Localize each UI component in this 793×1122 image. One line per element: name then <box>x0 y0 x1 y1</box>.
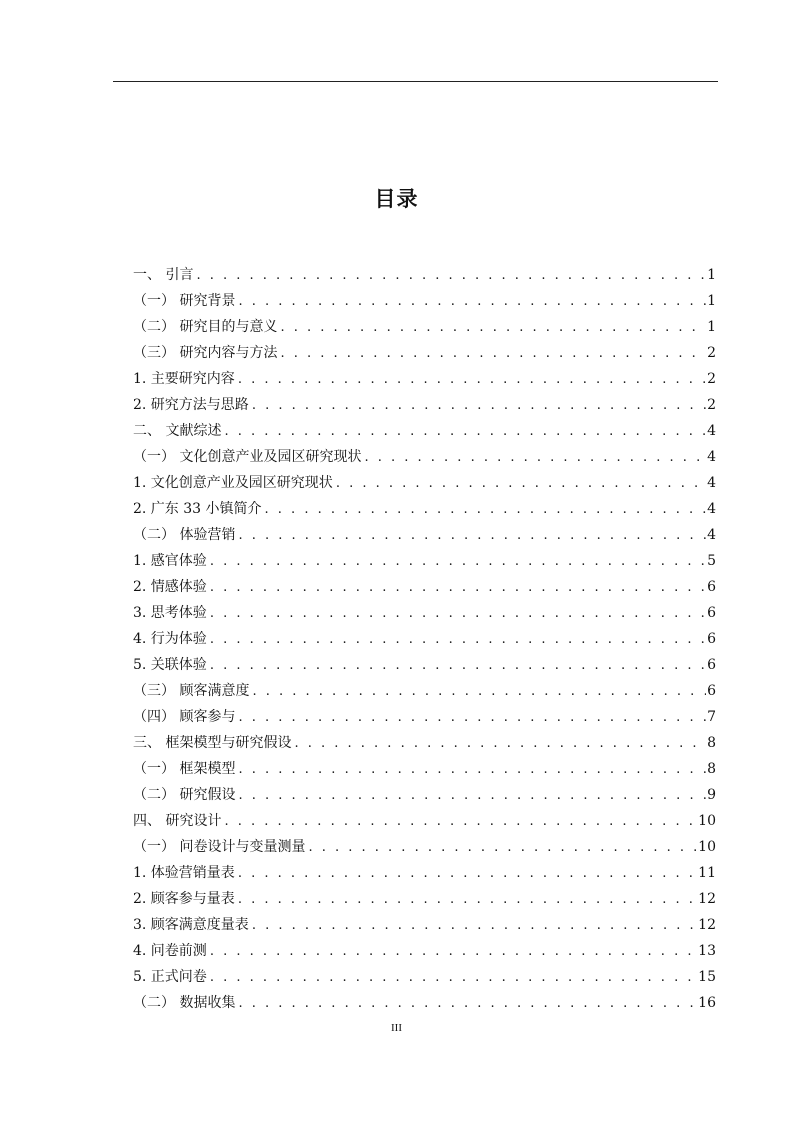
page-number: III <box>391 1022 402 1034</box>
toc-entry-page-number: 13 <box>698 943 716 959</box>
toc-entry[interactable] <box>133 938 718 964</box>
toc-entry[interactable] <box>133 730 718 756</box>
toc-dot-leader <box>207 549 706 575</box>
toc-dot-leader <box>207 965 698 991</box>
toc-entry-page-number: 12 <box>698 891 716 907</box>
toc-dot-leader <box>235 523 706 549</box>
toc-entry-page-number: 9 <box>707 787 716 803</box>
toc-entry-page-number: 6 <box>707 631 716 647</box>
toc-entry-label: 二、 文献综述 <box>133 423 222 439</box>
toc-dot-leader <box>207 939 698 965</box>
toc-entry[interactable] <box>133 834 718 860</box>
toc-entry-page-number: 15 <box>698 969 716 985</box>
toc-dot-leader <box>207 627 706 653</box>
toc-entry[interactable] <box>133 782 718 808</box>
toc-entry-label: 5. 关联体验 <box>133 657 207 673</box>
toc-dot-leader <box>249 393 706 419</box>
toc-entry[interactable] <box>133 990 718 1016</box>
toc-dot-leader <box>221 809 698 835</box>
toc-entry[interactable] <box>133 496 718 522</box>
toc-dot-leader <box>235 861 698 887</box>
toc-entry[interactable] <box>133 600 718 626</box>
toc-entry-label: （一） 问卷设计与变量测量 <box>133 839 306 855</box>
toc-entry-label: （一） 研究背景 <box>133 293 236 309</box>
toc-entry-label: 四、 研究设计 <box>133 813 222 829</box>
toc-entry-page-number: 1 <box>707 293 716 309</box>
toc-entry-page-number: 5 <box>707 553 716 569</box>
toc-entry-page-number: 2 <box>707 397 716 413</box>
toc-entry[interactable] <box>133 314 718 340</box>
toc-entry-page-number: 4 <box>707 527 716 543</box>
toc-entry-label: 一、 引言 <box>133 267 194 283</box>
toc-entry[interactable] <box>133 470 718 496</box>
toc-entry[interactable] <box>133 548 718 574</box>
toc-entry-label: 1. 文化创意产业及园区研究现状 <box>133 475 333 491</box>
toc-dot-leader <box>249 679 706 705</box>
toc-entry-page-number: 4 <box>707 449 716 465</box>
toc-dot-leader <box>262 497 706 523</box>
toc-entry[interactable] <box>133 392 718 418</box>
toc-entry-label: （二） 研究假设 <box>133 787 236 803</box>
toc-entry[interactable] <box>133 340 718 366</box>
toc-entry-label: 3. 思考体验 <box>133 605 207 621</box>
toc-dot-leader <box>305 835 698 861</box>
toc-entry[interactable] <box>133 522 718 548</box>
toc-entry-page-number: 8 <box>707 761 716 777</box>
toc-entry[interactable] <box>133 262 718 288</box>
toc-dot-leader <box>235 991 698 1017</box>
toc-entry-page-number: 12 <box>698 917 716 933</box>
toc-entry-page-number: 1 <box>707 267 716 283</box>
toc-entry[interactable] <box>133 756 718 782</box>
toc-dot-leader <box>277 341 706 367</box>
toc-entry-page-number: 6 <box>707 657 716 673</box>
toc-entry-label: （二） 研究目的与意义 <box>133 319 278 335</box>
toc-entry-page-number: 4 <box>707 475 716 491</box>
toc-dot-leader <box>235 887 698 913</box>
toc-entry-page-number: 10 <box>698 839 716 855</box>
toc-entry-label: （四） 顾客参与 <box>133 709 236 725</box>
toc-entry-label: （三） 研究内容与方法 <box>133 345 278 361</box>
toc-entry-label: 2. 广东 33 小镇简介 <box>133 501 262 517</box>
toc-dot-leader <box>277 315 706 341</box>
toc-entry-label: 5. 正式问卷 <box>133 969 207 985</box>
toc-entry-label: （二） 体验营销 <box>133 527 236 543</box>
header-rule <box>113 81 718 82</box>
toc-entry[interactable] <box>133 288 718 314</box>
toc-entry[interactable] <box>133 886 718 912</box>
toc-dot-leader <box>249 913 698 939</box>
toc-entry[interactable] <box>133 860 718 886</box>
toc-dot-leader <box>235 757 706 783</box>
toc-entry-label: 2. 情感体验 <box>133 579 207 595</box>
toc-entry[interactable] <box>133 808 718 834</box>
toc-entry-page-number: 2 <box>707 371 716 387</box>
toc-entry-page-number: 8 <box>707 735 716 751</box>
toc-dot-leader <box>291 731 706 757</box>
toc-entry-label: 2. 顾客参与量表 <box>133 891 235 907</box>
toc-dot-leader <box>235 705 706 731</box>
toc-entry[interactable] <box>133 964 718 990</box>
toc-dot-leader <box>207 601 706 627</box>
toc-entry[interactable] <box>133 366 718 392</box>
toc-entry-label: 1. 主要研究内容 <box>133 371 235 387</box>
toc-entry-label: 2. 研究方法与思路 <box>133 397 249 413</box>
toc-entry[interactable] <box>133 626 718 652</box>
toc-entry[interactable] <box>133 678 718 704</box>
toc-entry-page-number: 2 <box>707 345 716 361</box>
toc-entry-label: （二） 数据收集 <box>133 995 236 1011</box>
toc-entry-label: （三） 顾客满意度 <box>133 683 250 699</box>
toc-entry-label: 1. 体验营销量表 <box>133 865 235 881</box>
toc-entry-label: 4. 问卷前测 <box>133 943 207 959</box>
toc-entry-page-number: 6 <box>707 579 716 595</box>
toc-entry-label: （一） 框架模型 <box>133 761 236 777</box>
toc-entry-label: 三、 框架模型与研究假设 <box>133 735 292 751</box>
toc-entry[interactable] <box>133 704 718 730</box>
toc-dot-leader <box>207 653 706 679</box>
toc-dot-leader <box>333 471 706 497</box>
toc-dot-leader <box>221 419 706 445</box>
toc-dot-leader <box>235 289 706 315</box>
toc-entry-page-number: 16 <box>698 995 716 1011</box>
toc-entry-page-number: 4 <box>707 423 716 439</box>
toc-entry[interactable] <box>133 574 718 600</box>
toc-entry[interactable] <box>133 652 718 678</box>
toc-entry-page-number: 1 <box>707 319 716 335</box>
toc-entry-label: 1. 感官体验 <box>133 553 207 569</box>
toc-dot-leader <box>235 783 706 809</box>
toc-entry-page-number: 10 <box>698 813 716 829</box>
toc-entry-label: 4. 行为体验 <box>133 631 207 647</box>
toc-entry-page-number: 7 <box>707 709 716 725</box>
page-title: 目录 <box>374 186 419 211</box>
toc-entry-page-number: 4 <box>707 501 716 517</box>
table-of-contents <box>133 262 718 1016</box>
toc-entry-page-number: 11 <box>698 865 716 881</box>
toc-entry[interactable] <box>133 912 718 938</box>
toc-entry-label: （一） 文化创意产业及园区研究现状 <box>133 449 362 465</box>
toc-dot-leader <box>207 575 706 601</box>
toc-entry-page-number: 6 <box>707 605 716 621</box>
toc-dot-leader <box>361 445 706 471</box>
toc-entry-page-number: 6 <box>707 683 716 699</box>
toc-entry[interactable] <box>133 418 718 444</box>
toc-dot-leader <box>235 367 706 393</box>
toc-entry-label: 3. 顾客满意度量表 <box>133 917 249 933</box>
toc-dot-leader <box>193 263 706 289</box>
toc-entry[interactable] <box>133 444 718 470</box>
